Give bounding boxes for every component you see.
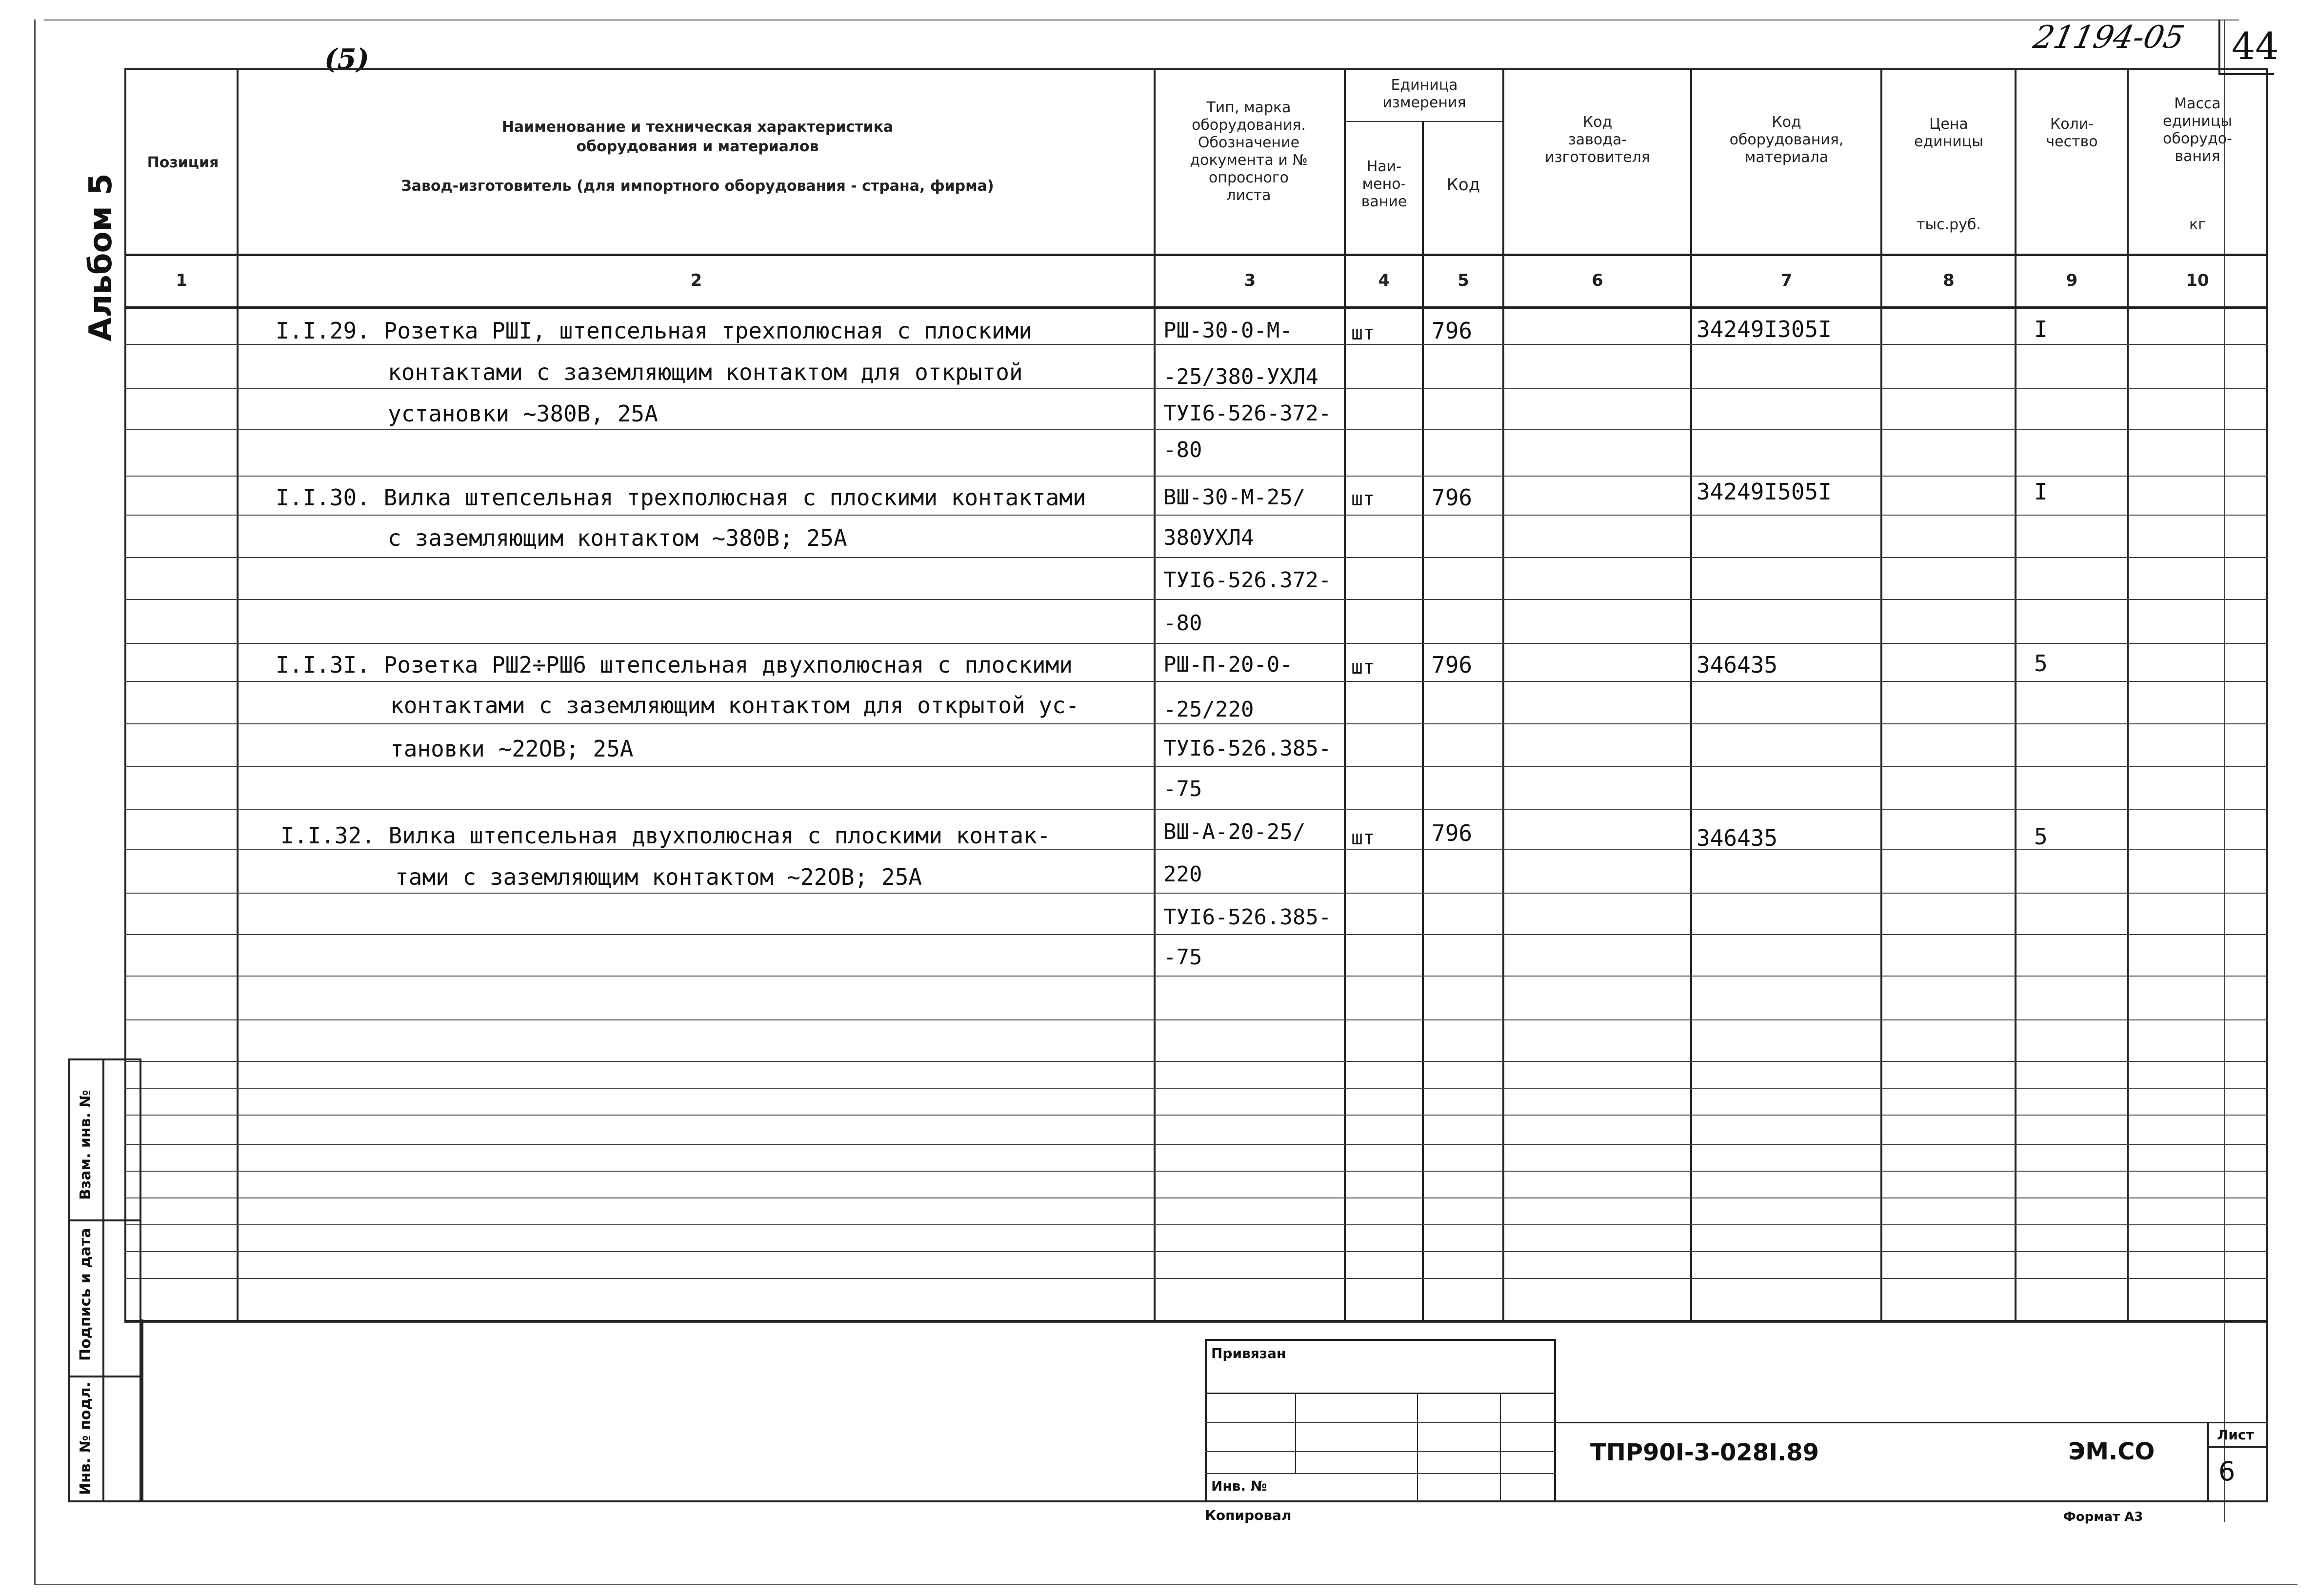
- item-3-unit-code: 796: [1432, 652, 1473, 678]
- item-2-material-code: 34249I505I: [1697, 479, 1832, 505]
- colnum-bottom-line: [124, 306, 2268, 309]
- item-1-desc-line2: контактами с заземляющим контактом для открытой: [388, 359, 1023, 385]
- row-rule: [124, 1224, 2268, 1225]
- header-unit-group-line1: Единица: [1391, 77, 1458, 94]
- row-rule: [124, 1278, 2268, 1279]
- item-4-desc-line2: тами с заземляющим контактом ~22ОВ; 25А: [395, 864, 922, 890]
- item-1-type-line3: ТУI6-526-372-: [1163, 401, 1332, 426]
- header-price-unit: тыс.руб.: [1916, 216, 1981, 233]
- header-name-line2: оборудования и материалов: [576, 138, 819, 155]
- header-unit-name-line3: вание: [1361, 193, 1407, 210]
- item-4-material-code: 346435: [1697, 825, 1778, 851]
- col-divider-3: [1344, 68, 1346, 1322]
- header-mass-unit: кг: [2189, 216, 2206, 233]
- item-3-unit: шт: [1351, 656, 1375, 678]
- sheet-label: Лист: [2217, 1427, 2254, 1443]
- copied-label: Копировал: [1205, 1507, 1292, 1523]
- colnum-6: 6: [1592, 271, 1603, 290]
- header-type-line3: Обозначение: [1198, 134, 1300, 151]
- row-rule: [124, 1171, 2268, 1172]
- header-material-code-line2: оборудования,: [1729, 131, 1844, 148]
- item-4-type-line2: 220: [1163, 862, 1202, 887]
- item-4-type-line3: ТУI6-526.385-: [1163, 905, 1332, 930]
- row-rule: [124, 976, 2268, 977]
- header-factory-code-line1: Код: [1582, 114, 1613, 131]
- colnum-4: 4: [1378, 271, 1390, 290]
- item-3-type-line1: РШ-П-20-0-: [1163, 652, 1293, 677]
- item-2-type-line3: ТУI6-526.372-: [1163, 568, 1332, 593]
- item-1-desc-line1: I.I.29. Розетка РШI, штепсельная трехполюсная с плоскими: [276, 318, 1032, 344]
- archive-number: 21194-05: [2030, 20, 2188, 56]
- item-2-desc-line1: I.I.30. Вилка штепсельная трехполюсная с плоскими контактами: [276, 484, 1086, 511]
- bound-stamp-vline-2: [1417, 1393, 1418, 1502]
- bound-stamp-vline-3: [1500, 1393, 1501, 1502]
- colnum-8: 8: [1943, 271, 1955, 290]
- inv-no-label: Инв. №: [1211, 1478, 1267, 1494]
- item-1-type-line2: -25/380-УХЛ4: [1163, 364, 1318, 389]
- row-rule: [124, 723, 2268, 724]
- header-type-line5: опросного: [1209, 169, 1289, 186]
- col-divider-4: [1422, 121, 1424, 1322]
- bound-stamp-vline-1: [1295, 1393, 1296, 1473]
- col-divider-7: [1880, 68, 1882, 1322]
- col-divider-9: [2127, 68, 2129, 1322]
- row-rule: [124, 1144, 2268, 1145]
- document-code: ТПР90I-3-028I.89: [1590, 1439, 1819, 1466]
- bound-stamp-line-1: [1205, 1393, 1556, 1394]
- side-stamp-replacement-inv: Взам. инв. №: [77, 1090, 94, 1200]
- row-rule: [124, 1088, 2268, 1089]
- item-3-desc-line1: I.I.3I. Розетка РШ2÷РШ6 штепсельная двухполюсная с плоскими: [276, 652, 1073, 678]
- bound-stamp-line-3: [1205, 1451, 1556, 1452]
- side-stamp-sep-1: [68, 1219, 141, 1221]
- item-4-unit: шт: [1351, 827, 1375, 849]
- header-mass-line1: Масса: [2174, 95, 2221, 112]
- bound-label: Привязан: [1211, 1345, 1286, 1361]
- header-qty-line1: Коли-: [2050, 116, 2094, 133]
- header-type-line4: документа и №: [1190, 152, 1308, 169]
- item-1-type-line1: РШ-30-0-М-: [1163, 318, 1293, 343]
- header-unit-name-line1: Наи-: [1366, 158, 1402, 175]
- item-3-type-line2: -25/220: [1163, 697, 1254, 722]
- header-bottom-line: [124, 254, 2268, 256]
- bound-stamp-line-2: [1205, 1422, 1556, 1423]
- bound-stamp-line-4: [1205, 1473, 1556, 1474]
- row-rule: [124, 515, 2268, 516]
- colnum-1: 1: [176, 271, 188, 290]
- row-rule: [124, 599, 2268, 600]
- item-4-desc-line1: I.I.32. Вилка штепсельная двухполюсная с плоскими контак-: [280, 822, 1051, 849]
- header-unit-code: Код: [1446, 175, 1480, 195]
- header-factory-code-line3: изготовителя: [1545, 149, 1650, 166]
- row-rule: [124, 476, 2268, 477]
- header-price-line2: единицы: [1914, 133, 1983, 150]
- header-type-line6: листа: [1226, 187, 1271, 204]
- sheet-box-sep: [2207, 1446, 2268, 1448]
- row-rule: [124, 643, 2268, 644]
- colnum-7: 7: [1780, 271, 1793, 290]
- row-rule: [124, 1061, 2268, 1062]
- item-1-unit: шт: [1351, 322, 1375, 344]
- item-3-type-line4: -75: [1163, 777, 1202, 801]
- item-4-qty: 5: [2034, 823, 2048, 850]
- header-unit-group-line2: измерения: [1382, 94, 1466, 111]
- sheet-number: 6: [2218, 1456, 2236, 1487]
- item-2-unit: шт: [1351, 488, 1375, 510]
- item-1-type-line4: -80: [1163, 438, 1202, 462]
- side-stamp-sep-2: [68, 1376, 141, 1377]
- item-4-type-line4: -75: [1163, 945, 1202, 970]
- item-2-qty: I: [2034, 479, 2048, 505]
- side-stamp-signature-date: Подпись и дата: [77, 1228, 94, 1361]
- page-number: 44: [2232, 24, 2279, 68]
- row-rule: [124, 681, 2268, 682]
- header-type-line2: оборудования.: [1192, 117, 1306, 134]
- row-rule: [124, 1251, 2268, 1252]
- doc-code-top-line: [1556, 1422, 2268, 1423]
- item-3-type-line3: ТУI6-526.385-: [1163, 736, 1332, 761]
- header-type-line1: Тип, марка: [1206, 99, 1291, 116]
- colnum-5: 5: [1457, 271, 1469, 290]
- header-material-code-line1: Код: [1772, 114, 1801, 131]
- col-divider-8: [2015, 68, 2017, 1322]
- row-rule: [124, 557, 2268, 558]
- item-2-type-line4: -80: [1163, 611, 1202, 636]
- album-label: Альбом 5: [83, 173, 119, 341]
- item-1-material-code: 34249I305I: [1697, 316, 1832, 342]
- item-2-desc-line2: с заземляющим контактом ~380В; 25А: [388, 525, 847, 551]
- row-rule: [124, 766, 2268, 767]
- col-divider-1: [237, 68, 239, 1322]
- colnum-3: 3: [1244, 271, 1256, 290]
- item-3-desc-line3: тановки ~22ОВ; 25А: [390, 736, 634, 762]
- item-3-material-code: 346435: [1697, 652, 1778, 678]
- item-2-type-line2: 380УХЛ4: [1163, 525, 1254, 550]
- header-mass-line3: оборудо-: [2163, 130, 2232, 147]
- item-4-type-line1: ВШ-А-20-25/: [1163, 819, 1306, 844]
- colnum-10: 10: [2186, 271, 2209, 290]
- colnum-2: 2: [690, 271, 702, 290]
- row-rule: [124, 429, 2268, 430]
- item-1-desc-line3: установки ~380В, 25А: [388, 400, 658, 427]
- side-stamp-divider: [102, 1058, 104, 1502]
- item-3-desc-line2: контактами с заземляющим контактом для открытой ус-: [390, 692, 1079, 718]
- row-rule: [124, 1197, 2268, 1198]
- header-unit-name-line2: мено-: [1362, 176, 1406, 193]
- header-name-line1: Наименование и техническая характеристика: [501, 119, 894, 136]
- header-qty-line2: чество: [2046, 133, 2098, 150]
- col-divider-6: [1690, 68, 1692, 1322]
- item-4-unit-code: 796: [1432, 820, 1473, 846]
- format-label: Формат А3: [2063, 1510, 2143, 1524]
- header-factory-code-line2: завода-: [1568, 131, 1627, 148]
- item-1-qty: I: [2034, 316, 2048, 342]
- row-rule: [124, 809, 2268, 810]
- group-number: (5): [324, 43, 369, 75]
- section-code: ЭМ.СО: [2068, 1438, 2155, 1465]
- header-mass-line2: единицы: [2163, 113, 2232, 130]
- row-rule: [124, 893, 2268, 894]
- item-2-type-line1: ВШ-30-М-25/: [1163, 485, 1306, 510]
- row-rule: [124, 1115, 2268, 1116]
- header-position: Позиция: [147, 154, 219, 171]
- row-rule: [124, 1019, 2268, 1020]
- col-divider-2: [1154, 68, 1156, 1322]
- header-price-line1: Цена: [1929, 116, 1968, 133]
- row-rule: [124, 934, 2268, 935]
- item-3-qty: 5: [2034, 650, 2048, 677]
- col-divider-5: [1502, 68, 1504, 1322]
- header-mass-line4: вания: [2175, 148, 2220, 165]
- header-manufacturer: Завод-изготовитель (для импортного оборудования - страна, фирма): [401, 178, 994, 195]
- colnum-9: 9: [2066, 271, 2078, 290]
- item-1-unit-code: 796: [1432, 318, 1473, 344]
- side-stamp-original-inv: Инв. № подл.: [77, 1381, 94, 1495]
- header-material-code-line3: материала: [1744, 149, 1829, 166]
- item-2-unit-code: 796: [1432, 484, 1473, 511]
